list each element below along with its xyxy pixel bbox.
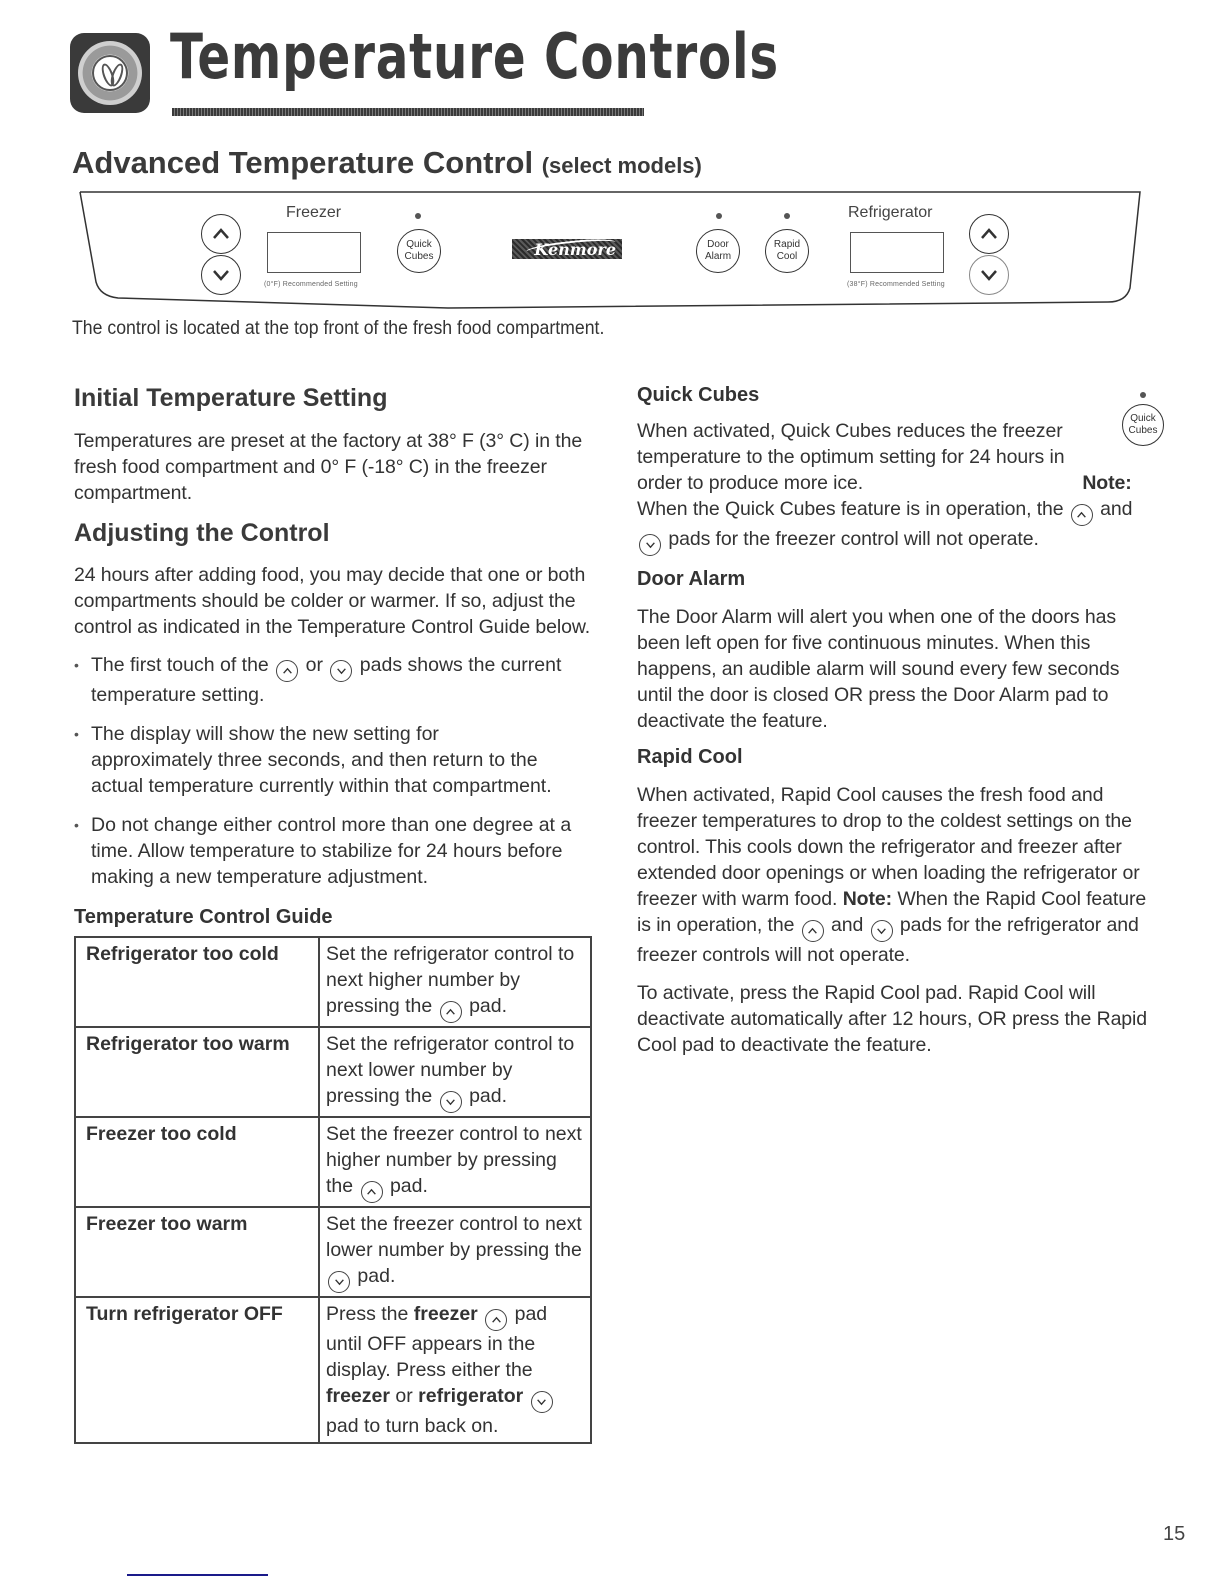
table-row [75, 1297, 591, 1443]
section-title-text: Advanced Temperature Control [72, 145, 534, 180]
quick-cubes-heading: Quick Cubes [637, 384, 760, 406]
rapid-cool-pad-line2: Cool [776, 251, 798, 262]
rapid-cool-pad-line1: Rapid [773, 239, 801, 250]
note-label: Note: [842, 888, 893, 910]
quick-cubes-text: pads for the freezer control will not operate. [668, 528, 1039, 550]
up-pad-icon [485, 1309, 507, 1331]
quick-cubes-pad-line1: Quick [406, 239, 432, 250]
bullet-item [74, 652, 594, 708]
bullet-text: pads shows the current temperature setting. [91, 654, 562, 706]
up-pad-icon [276, 660, 298, 682]
title-underline [172, 108, 644, 116]
action-text: pad until OFF appears in the display. Press either the [326, 1303, 548, 1381]
action-text-bold: refrigerator [418, 1385, 524, 1407]
freezer-up-pad[interactable] [201, 214, 241, 254]
quick-cubes-pad-illustration [1119, 388, 1169, 448]
down-pad-icon [871, 920, 893, 942]
quick-cubes-section [637, 382, 1157, 556]
kenmore-logo [512, 239, 622, 259]
chevron-up-icon [211, 227, 231, 241]
rapid-cool-text: and [831, 914, 864, 936]
freezer-display [267, 232, 361, 273]
action-cell [319, 1027, 591, 1117]
down-pad-icon [531, 1391, 553, 1413]
note-label: Note: [1082, 472, 1132, 494]
left-column [74, 380, 594, 1444]
dial-core [92, 55, 128, 91]
rapid-cool-led [784, 213, 790, 219]
door-alarm-pad[interactable] [696, 229, 740, 273]
rapid-cool-activate: To activate, press the Rapid Cool pad. Rapid Cool will deactivate automatically after 12 hours, OR press the Rapid Cool pad to deactivate the feature. [637, 982, 1148, 1056]
action-text: or [395, 1385, 413, 1407]
action-text: pad. [469, 995, 508, 1017]
table-row [75, 1027, 591, 1117]
action-text: pad to turn back on. [326, 1415, 499, 1437]
condition-cell: Freezer too cold [75, 1117, 319, 1207]
quick-cubes-pad-line2: Cubes [1128, 425, 1158, 436]
action-text: pad. [357, 1265, 396, 1287]
action-text-bold: freezer [413, 1303, 478, 1325]
quick-cubes-text: When the Quick Cubes feature is in operation, the [637, 498, 1064, 520]
freezer-recommended-label: (0°F) Recommended Setting [264, 281, 358, 288]
rapid-cool-text: When the Rapid Cool feature is in operation, the [637, 888, 1147, 936]
quick-cubes-pad[interactable] [397, 229, 441, 273]
condition-cell: Refrigerator too cold [75, 937, 319, 1027]
chevron-up-icon [979, 227, 999, 241]
section-title-note: (select models) [541, 153, 702, 178]
down-pad-icon [328, 1271, 350, 1293]
initial-temperature-body: Temperatures are preset at the factory at 38° F (3° C) in the fresh food compartment and 0° F (-18° C) in the freezer compartment. [74, 430, 583, 504]
action-text-bold: freezer [326, 1385, 390, 1407]
door-alarm-pad-line1: Door [707, 239, 729, 250]
quick-cubes-led [415, 213, 421, 219]
quick-cubes-led [1140, 392, 1146, 398]
up-pad-icon [361, 1181, 383, 1203]
rapid-cool-pad[interactable] [765, 229, 809, 273]
refrigerator-recommended-label: (38°F) Recommended Setting [847, 281, 945, 288]
adjusting-control-body: 24 hours after adding food, you may decide that one or both compartments should be colder or warmer. If so, adjust the control as indicated in the Temperature Control Guide below. [74, 564, 591, 638]
action-cell [319, 1297, 591, 1443]
initial-temperature-heading: Initial Temperature Setting [74, 384, 388, 412]
condition-cell: Turn refrigerator OFF [75, 1297, 319, 1443]
door-alarm-heading: Door Alarm [637, 568, 746, 590]
section-title [72, 145, 702, 181]
action-cell [319, 937, 591, 1027]
table-row [75, 1117, 591, 1207]
door-alarm-body: The Door Alarm will alert you when one of the doors has been left open for five continuous minutes. When this happens, an audible alarm will sound every few seconds until the door is closed OR press the Door Alarm pad to deactivate the feature. [637, 606, 1120, 732]
action-text: Set the freezer control to next higher number by pressing the [326, 1123, 582, 1197]
action-cell [319, 1117, 591, 1207]
thermostat-dial-icon [70, 33, 150, 113]
rapid-cool-heading: Rapid Cool [637, 746, 743, 768]
action-cell [319, 1207, 591, 1297]
table-row [75, 937, 591, 1027]
down-pad-icon [330, 660, 352, 682]
refrigerator-display [850, 232, 944, 273]
bullet-item: • The display will show the new setting for approximately three seconds, and then return to the actual temperature currently within that compartment. [74, 721, 594, 799]
refrigerator-label: Refrigerator [848, 204, 933, 221]
up-pad-icon [440, 1001, 462, 1023]
control-panel-diagram [78, 190, 1142, 310]
page-number: 15 [1163, 1523, 1186, 1545]
condition-cell: Refrigerator too warm [75, 1027, 319, 1117]
up-pad-icon [802, 920, 824, 942]
table-row [75, 1207, 591, 1297]
quick-cubes-pad-icon [1122, 404, 1164, 446]
condition-cell: Freezer too warm [75, 1207, 319, 1297]
quick-cubes-pad-line2: Cubes [404, 251, 434, 262]
down-pad-icon [440, 1091, 462, 1113]
quick-cubes-body [637, 418, 1157, 556]
refrigerator-up-pad[interactable] [969, 214, 1009, 254]
rapid-cool-body [637, 782, 1157, 968]
right-column [637, 380, 1157, 1058]
up-pad-icon [1071, 504, 1093, 526]
footer-accent-line [127, 1574, 268, 1576]
control-location-note: The control is located at the top front of the fresh food compartment. [72, 318, 605, 339]
door-alarm-pad-line2: Alarm [704, 251, 732, 262]
bullet-text: The first touch of the [91, 654, 269, 676]
action-text: Press the [326, 1303, 409, 1325]
chevron-down-icon [979, 268, 999, 282]
chevron-down-icon [211, 268, 231, 282]
kenmore-logo-text: Kenmore [534, 240, 616, 259]
quick-cubes-text: and [1100, 498, 1133, 520]
down-pad-icon [639, 534, 661, 556]
freezer-label: Freezer [286, 204, 342, 221]
action-text: pad. [389, 1175, 428, 1197]
bullet-item: • Do not change either control more than one degree at a time. Allow temperature to stabilize for 24 hours before making a new temperature adjustment. [74, 812, 594, 890]
quick-cubes-pad-line1: Quick [1130, 413, 1156, 424]
door-alarm-led [716, 213, 722, 219]
rapid-cool-text: When activated, Rapid Cool causes the fresh food and freezer temperatures to drop to the coldest settings on the control. This cools down the refrigerator and freezer after extended door openings or when loading the refrigerator or freezer with warm food. [637, 784, 1140, 910]
page-title: Temperature Controls [170, 20, 779, 93]
adjusting-control-heading: Adjusting the Control [74, 519, 330, 547]
action-text: Set the refrigerator control to next higher number by pressing the [326, 943, 575, 1017]
freezer-down-pad[interactable] [201, 255, 241, 295]
quick-cubes-text: When activated, Quick Cubes reduces the freezer temperature to the optimum setting for 24 hours in order to produce more ice. [637, 420, 1065, 494]
rapid-cool-text: pads for the refrigerator and freezer controls will not operate. [637, 914, 1139, 966]
action-text: pad. [469, 1085, 508, 1107]
action-text: Set the freezer control to next lower number by pressing the [326, 1213, 582, 1261]
refrigerator-down-pad[interactable] [969, 255, 1009, 295]
guide-heading: Temperature Control Guide [74, 906, 333, 928]
bullet-text: or [305, 654, 323, 676]
action-text: Set the refrigerator control to next lower number by pressing the [326, 1033, 575, 1107]
temperature-control-guide-table [74, 936, 592, 1444]
